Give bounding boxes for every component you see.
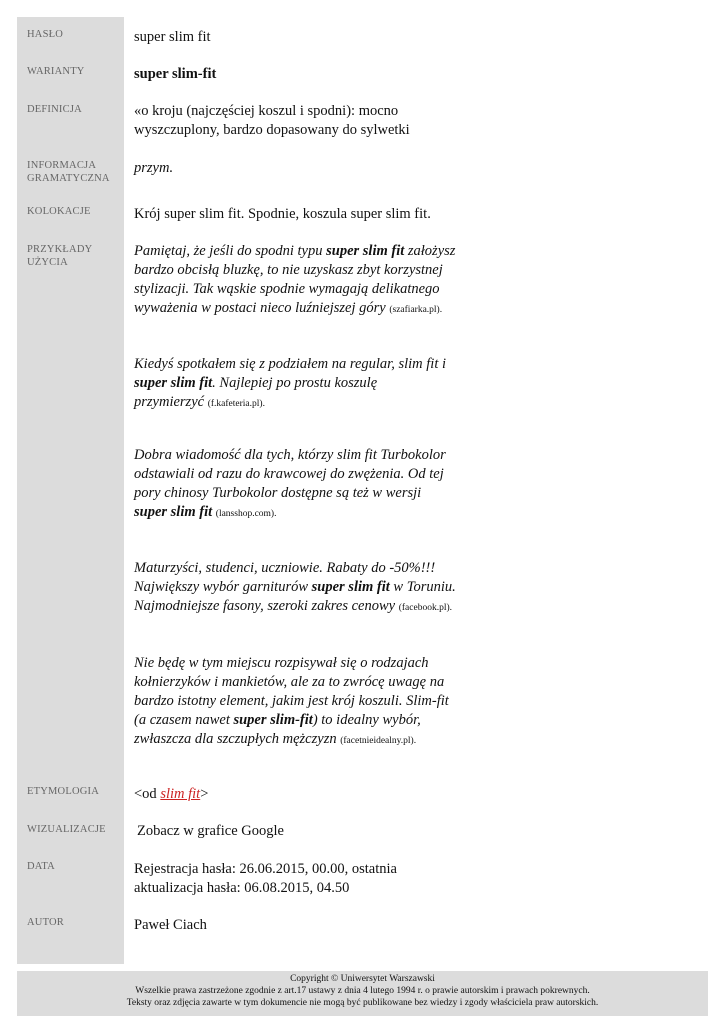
footer-line-2: Wszelkie prawa zastrzeżone zgodnie z art.17 ustawy z dnia 4 lutego 1994 r. o prawie autorskim i prawach pokrewnych. <box>135 986 590 996</box>
google-images-link[interactable]: Zobacz w grafice Google <box>137 823 284 839</box>
value-informacja-gramatyczna: przym. <box>134 160 174 176</box>
example-1: Pamiętaj, że jeśli do spodni typu super slim fit założysz bardzo obcisłą bluzkę, to nie uzyskasz zbyt korzystnej stylizacji. Tak wąskie spodnie wymagają delikatnego wyważenia w postaci nieco luźniejszej góry (szafiarka.pl). <box>134 243 456 316</box>
value-haslo: super slim fit <box>134 29 211 45</box>
label-autor: AUTOR <box>27 917 64 928</box>
label-haslo: HASŁO <box>27 29 64 40</box>
example-source: (f.kafeteria.pl) <box>207 399 263 409</box>
label-definicja: DEFINICJA <box>27 104 82 115</box>
example-3: Dobra wiadomość dla tych, którzy slim fit Turbokolor odstawiali od razu do krawcowej do zwężenia. Od tej pory chinosy Turbokolor dostępne są też w wersji super slim fit (lansshop.com). <box>134 447 446 520</box>
footer-line-3: Teksty oraz zdjęcia zawarte w tym dokumencie nie mogą być publikowane bez wiedzy i zgody właściciela praw autorskich. <box>126 998 599 1008</box>
example-4: Maturzyści, studenci, uczniowie. Rabaty do -50%!!! Największy wybór garniturów super slim fit w Toruniu. Najmodniejsze fasony, szeroki zakres cenowy (facebook.pl). <box>134 560 456 614</box>
example-source: (facetnieidealny.pl) <box>340 736 414 746</box>
label-warianty: WARIANTY <box>27 66 85 77</box>
value-warianty: super slim-fit <box>134 66 217 82</box>
value-etymologia: <od slim fit> <box>134 786 209 802</box>
example-5: Nie będę w tym miejscu rozpisywał się o rodzajach kołnierzyków i mankietów, ale za to zwrócę uwagę na bardzo istotny element, jakim jest krój koszuli. Slim-fit (a czasem nawet super slim-fit) to idealny wybór, zwłaszcza dla szczupłych mężczyzn (facetnieidealny.pl). <box>134 655 449 747</box>
example-source: (facebook.pl) <box>398 603 450 613</box>
label-wizualizacje: WIZUALIZACJE <box>27 824 106 835</box>
label-data: DATA <box>27 861 55 872</box>
label-informacja-gramatyczna: INFORMACJA GRAMATYCZNA <box>27 160 110 184</box>
value-kolokacje: Krój super slim fit. Spodnie, koszula super slim fit. <box>134 206 431 222</box>
value-autor: Paweł Ciach <box>134 917 207 933</box>
label-kolokacje: KOLOKACJE <box>27 206 91 217</box>
example-source: (lansshop.com) <box>215 509 275 519</box>
copyright-footer <box>17 971 708 1016</box>
label-przyklady-uzycia: PRZYKŁADY UŻYCIA <box>27 244 92 268</box>
label-etymologia: ETYMOLOGIA <box>27 786 99 797</box>
footer-line-1: Copyright © Uniwersytet Warszawski <box>290 974 435 984</box>
example-source: (szafiarka.pl) <box>389 305 440 315</box>
value-definicja: «o kroju (najczęściej koszul i spodni): mocno wyszczuplony, bardzo dopasowany do sylwetki <box>134 103 410 138</box>
etymology-link[interactable]: slim fit <box>160 786 201 802</box>
example-2: Kiedyś spotkałem się z podziałem na regular, slim fit i super slim fit. Najlepiej po prostu koszulę przymierzyć (f.kafeteria.pl). <box>134 356 447 410</box>
value-data: Rejestracja hasła: 26.06.2015, 00.00, ostatnia aktualizacja hasła: 06.08.2015, 04.50 <box>134 861 397 896</box>
